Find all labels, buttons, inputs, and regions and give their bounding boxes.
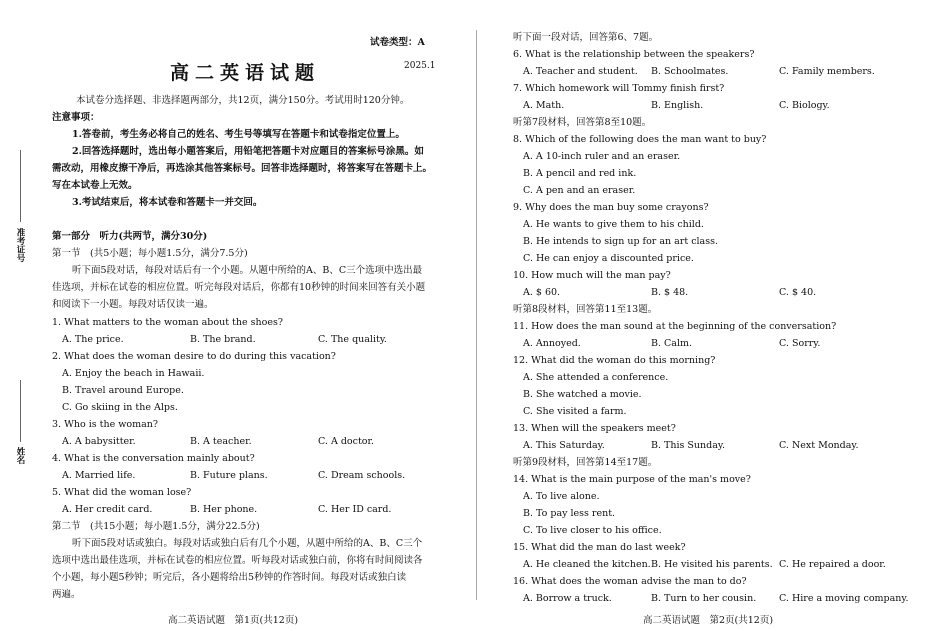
notice-heading: 注意事项： [52, 112, 100, 123]
option-c: C. The quality. [318, 334, 387, 345]
option-c: C. Family members. [779, 66, 875, 77]
option-a: A. This Saturday. [523, 440, 605, 451]
option-a: A. Annoyed. [523, 338, 581, 349]
intro-line: 本试卷分选择题、非选择题两部分，共12页，满分150分。考试用时120分钟。 [76, 95, 410, 106]
question-10: 10. How much will the man pay? [513, 270, 671, 281]
question-13: 13. When will the speakers meet? [513, 423, 676, 434]
option-b: B. Turn to her cousin. [651, 593, 757, 604]
option-b: B. $ 48. [651, 287, 689, 298]
option-c: C. Her ID card. [318, 504, 392, 515]
option-b: B. Schoolmates. [651, 66, 729, 77]
section1-instr: 和阅读下一小题。每段对话仅读一遍。 [52, 299, 214, 310]
option-c: C. Next Monday. [779, 440, 859, 451]
question-16: 16. What does the woman advise the man to do? [513, 576, 747, 587]
option-b: B. He visited his parents. [651, 559, 773, 570]
notice-2c: 写在本试卷上无效。 [52, 180, 138, 191]
option-c: C. Hire a moving company. [779, 593, 909, 604]
notice-1: 1.答卷前，考生务必将自己的姓名、考生号等填写在答题卡和试卷指定位置上。 [72, 129, 405, 140]
option-b: B. He intends to sign up for an art class. [523, 236, 718, 247]
option-b: B. The brand. [190, 334, 256, 345]
section2-instr: 听下面5段对话或独白。每段对话或独白后有几个小题，从题中所给的A、B、C三个 [72, 538, 423, 549]
question-15: 15. What did the man do last week? [513, 542, 686, 553]
option-c: C. He can enjoy a discounted price. [523, 253, 694, 264]
material-instr: 听第8段材料，回答第11至13题。 [513, 304, 658, 315]
name-line [20, 380, 21, 442]
exam-date: 2025.1 [404, 61, 436, 71]
exam-id-label: 准考证号 [15, 228, 25, 262]
option-b: B. She watched a movie. [523, 389, 642, 400]
question-14: 14. What is the main purpose of the man's move? [513, 474, 751, 485]
page-footer-left: 高二英语试题 第1页(共12页) [168, 615, 299, 626]
option-c: C. Go skiing in the Alps. [62, 402, 178, 413]
name-label: 姓名 [15, 447, 25, 464]
option-c: C. Sorry. [779, 338, 821, 349]
option-b: B. English. [651, 100, 704, 111]
section1-instr: 佳选项，并标在试卷的相应位置。听完每段对话后，你都有10秒钟的时间来回答有关小题 [52, 282, 426, 293]
option-c: C. To live closer to his office. [523, 525, 662, 536]
question-6: 6. What is the relationship between the speakers? [513, 49, 755, 60]
section2-instr: 个小题，每小题5秒钟；听完后，各小题将给出5秒钟的作答时间。每段对话或独白读 [52, 572, 407, 583]
option-b: B. A teacher. [190, 436, 252, 447]
question-9: 9. Why does the man buy some crayons? [513, 202, 709, 213]
question-3: 3. Who is the woman? [52, 419, 158, 430]
option-a: A. The price. [62, 334, 124, 345]
question-1: 1. What matters to the woman about the shoes? [52, 317, 283, 328]
section2-heading: 第二节 (共15小题；每小题1.5分，满分22.5分) [52, 521, 260, 532]
section2-instr: 选项中选出最佳选项，并标在试卷的相应位置。听每段对话或独白前，你将有时间阅读各 [52, 555, 423, 566]
section1-instr: 听下面5段对话，每段对话后有一个小题。从题中所给的A、B、C三个选项中选出最 [72, 265, 423, 276]
option-a: A. Borrow a truck. [523, 593, 612, 604]
notice-2a: 2.回答选择题时，选出每小题答案后，用铅笔把答题卡对应题目的答案标号涂黑。如 [72, 146, 424, 157]
option-a: A. A babysitter. [62, 436, 136, 447]
option-a: A. He cleaned the kitchen. [523, 559, 651, 570]
option-c: C. He repaired a door. [779, 559, 886, 570]
section1-heading: 第一节 (共5小题；每小题1.5分，满分7.5分) [52, 248, 248, 259]
question-7: 7. Which homework will Tommy finish first? [513, 83, 725, 94]
option-c: C. Biology. [779, 100, 830, 111]
question-4: 4. What is the conversation mainly about? [52, 453, 255, 464]
notice-2b: 需改动，用橡皮擦干净后，再选涂其他答案标号。回答非选择题时，将答案写在答题卡上。 [52, 163, 433, 174]
question-11: 11. How does the man sound at the beginning of the conversation? [513, 321, 837, 332]
option-c: C. $ 40. [779, 287, 817, 298]
notice-3: 3.考试结束后，将本试卷和答题卡一并交回。 [72, 197, 263, 208]
part1-heading: 第一部分 听力(共两节，满分30分) [52, 231, 208, 242]
option-b: B. Her phone. [190, 504, 258, 515]
question-5: 5. What did the woman lose? [52, 487, 192, 498]
option-c: C. A pen and an eraser. [523, 185, 636, 196]
option-b: B. Calm. [651, 338, 693, 349]
option-a: A. A 10-inch ruler and an eraser. [523, 151, 681, 162]
material-instr: 听第7段材料，回答第8至10题。 [513, 117, 652, 128]
option-b: B. Travel around Europe. [62, 385, 184, 396]
option-a: A. Math. [523, 100, 565, 111]
question-2: 2. What does the woman desire to do during this vacation? [52, 351, 336, 362]
question-8: 8. Which of the following does the man want to buy? [513, 134, 767, 145]
paper-type: 试卷类型：A [370, 37, 425, 48]
option-a: A. Her credit card. [62, 504, 153, 515]
section2-instr: 两遍。 [52, 589, 81, 600]
option-b: B. To pay less rent. [523, 508, 616, 519]
option-b: B. This Sunday. [651, 440, 726, 451]
exam-id-line [20, 150, 21, 222]
option-a: A. $ 60. [523, 287, 561, 298]
option-a: A. Married life. [62, 470, 136, 481]
option-a: A. To live alone. [523, 491, 600, 502]
material-instr: 听第9段材料，回答第14至17题。 [513, 457, 658, 468]
option-b: B. Future plans. [190, 470, 268, 481]
option-a: A. She attended a conference. [523, 372, 669, 383]
question-12: 12. What did the woman do this morning? [513, 355, 716, 366]
option-c: C. She visited a farm. [523, 406, 627, 417]
option-c: C. A doctor. [318, 436, 375, 447]
option-a: A. Teacher and student. [523, 66, 638, 77]
option-b: B. A pencil and red ink. [523, 168, 637, 179]
column-divider [476, 30, 477, 600]
material-instr: 听下面一段对话，回答第6、7题。 [513, 32, 659, 43]
page-title: 高二英语试题 [170, 62, 321, 84]
option-a: A. He wants to give them to his child. [523, 219, 704, 230]
option-c: C. Dream schools. [318, 470, 406, 481]
option-a: A. Enjoy the beach in Hawaii. [62, 368, 205, 379]
page-footer-right: 高二英语试题 第2页(共12页) [643, 615, 774, 626]
